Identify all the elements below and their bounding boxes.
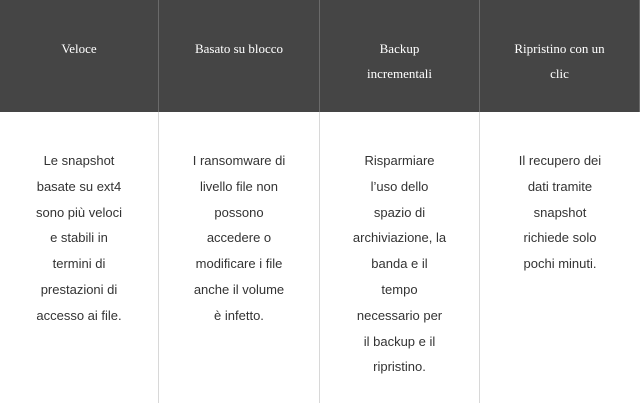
description-text: Le snapshot basate su ext4 sono più veloci e stabili in termini di prestazioni di accesso ai file. [36, 153, 122, 323]
header-label: Veloce [61, 41, 97, 56]
description-text: I ransomware di livello file non possono accedere o modificare i file anche il volume è infetto. [192, 153, 286, 323]
header-basato-su-blocco [159, 0, 320, 112]
description-basato-su-blocco [159, 112, 320, 403]
header-backup-incrementali [320, 0, 480, 112]
description-backup-incrementali [320, 112, 480, 403]
header-ripristino-con-un-clic [480, 0, 640, 112]
description-text: Risparmiare l’uso dello spazio di archiviazione, la banda e il tempo necessario per il backup e il ripristino. [352, 153, 447, 375]
header-veloce [0, 0, 159, 112]
header-label: Ripristino con un clic [514, 41, 605, 81]
header-label: Basato su blocco [194, 41, 284, 56]
header-label: Backup incrementali [367, 41, 432, 81]
description-ripristino-con-un-clic [480, 112, 640, 403]
description-text: Il recupero dei dati tramite snapshot richiede solo pochi minuti. [518, 153, 602, 272]
description-veloce [0, 112, 159, 403]
